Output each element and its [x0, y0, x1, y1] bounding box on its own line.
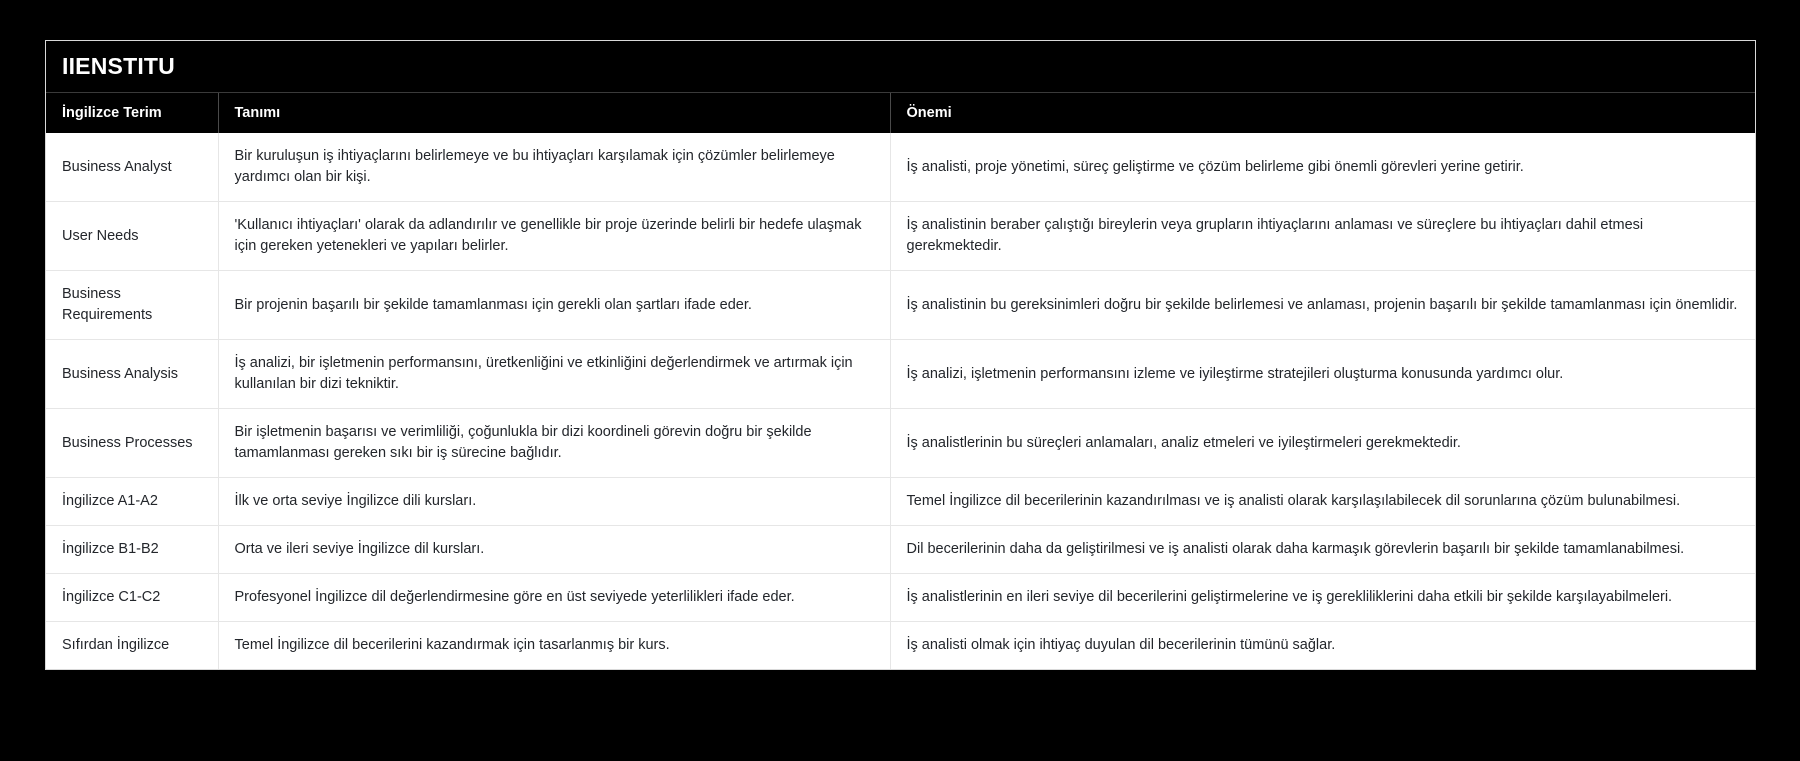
table-row — [46, 340, 1755, 409]
brand-bar — [46, 41, 1755, 93]
cell-definition: Bir kuruluşun iş ihtiyaçlarını belirlemeye ve bu ihtiyaçları karşılamak için çözümler belirlemeye yardımcı olan bir kişi. — [218, 133, 890, 202]
table-row — [46, 271, 1755, 340]
cell-definition: İlk ve orta seviye İngilizce dili kursları. — [218, 478, 890, 526]
cell-definition: Bir projenin başarılı bir şekilde tamamlanması için gerekli olan şartları ifade eder. — [218, 271, 890, 340]
brand-title: IIENSTITU — [62, 53, 175, 79]
column-header-definition: Tanımı — [218, 93, 890, 133]
cell-definition: 'Kullanıcı ihtiyaçları' olarak da adlandırılır ve genellikle bir proje üzerinde belirli bir hedefe ulaşmak için gereken yetenekleri ve yapıları belirler. — [218, 202, 890, 271]
cell-importance: İş analistinin bu gereksinimleri doğru bir şekilde belirlemesi ve anlaması, projenin başarılı bir şekilde tamamlanması için önemlidir. — [890, 271, 1755, 340]
cell-term: İngilizce A1-A2 — [46, 478, 218, 526]
table-row — [46, 574, 1755, 622]
cell-term: Business Analyst — [46, 133, 218, 202]
cell-importance: İş analistlerinin bu süreçleri anlamaları, analiz etmeleri ve iyileştirmeleri gerekmektedir. — [890, 409, 1755, 478]
cell-definition: Orta ve ileri seviye İngilizce dil kursları. — [218, 526, 890, 574]
table-row — [46, 133, 1755, 202]
header-row — [46, 93, 1755, 133]
cell-term: User Needs — [46, 202, 218, 271]
cell-importance: İş analisti, proje yönetimi, süreç geliştirme ve çözüm belirleme gibi önemli görevleri yerine getirir. — [890, 133, 1755, 202]
glossary-table — [46, 93, 1755, 669]
cell-importance: İş analistlerinin en ileri seviye dil becerilerini geliştirmelerine ve iş gerekliliklerini daha etkili bir şekilde karşılayabilmeleri. — [890, 574, 1755, 622]
table-body — [46, 133, 1755, 669]
table-row — [46, 478, 1755, 526]
column-header-term: İngilizce Terim — [46, 93, 218, 133]
cell-term: Business Requirements — [46, 271, 218, 340]
cell-importance: İş analistinin beraber çalıştığı bireylerin veya grupların ihtiyaçlarını anlaması ve süreçlere bu ihtiyaçları dahil etmesi gerekmektedir. — [890, 202, 1755, 271]
cell-term: İngilizce C1-C2 — [46, 574, 218, 622]
cell-term: Business Processes — [46, 409, 218, 478]
cell-definition: İş analizi, bir işletmenin performansını, üretkenliğini ve etkinliğini değerlendirmek ve artırmak için kullanılan bir dizi tekniktir. — [218, 340, 890, 409]
table-row — [46, 526, 1755, 574]
cell-importance: Temel İngilizce dil becerilerinin kazandırılması ve iş analisti olarak karşılaşılabilecek dil sorunlarına çözüm bulunabilmesi. — [890, 478, 1755, 526]
cell-definition: Profesyonel İngilizce dil değerlendirmesine göre en üst seviyede yeterlilikleri ifade eder. — [218, 574, 890, 622]
glossary-table-card — [45, 40, 1756, 670]
cell-importance: Dil becerilerinin daha da geliştirilmesi ve iş analisti olarak daha karmaşık görevlerin başarılı bir şekilde tamamlanabilmesi. — [890, 526, 1755, 574]
table-row — [46, 622, 1755, 670]
cell-term: Business Analysis — [46, 340, 218, 409]
table-header — [46, 93, 1755, 133]
cell-term: İngilizce B1-B2 — [46, 526, 218, 574]
cell-importance: İş analisti olmak için ihtiyaç duyulan dil becerilerinin tümünü sağlar. — [890, 622, 1755, 670]
cell-term: Sıfırdan İngilizce — [46, 622, 218, 670]
table-row — [46, 202, 1755, 271]
cell-definition: Bir işletmenin başarısı ve verimliliği, çoğunlukla bir dizi koordineli görevin doğru bir şekilde tamamlanması gereken sıkı bir iş sürecine bağlıdır. — [218, 409, 890, 478]
cell-definition: Temel İngilizce dil becerilerini kazandırmak için tasarlanmış bir kurs. — [218, 622, 890, 670]
table-row — [46, 409, 1755, 478]
column-header-importance: Önemi — [890, 93, 1755, 133]
cell-importance: İş analizi, işletmenin performansını izleme ve iyileştirme stratejileri oluşturma konusunda yardımcı olur. — [890, 340, 1755, 409]
